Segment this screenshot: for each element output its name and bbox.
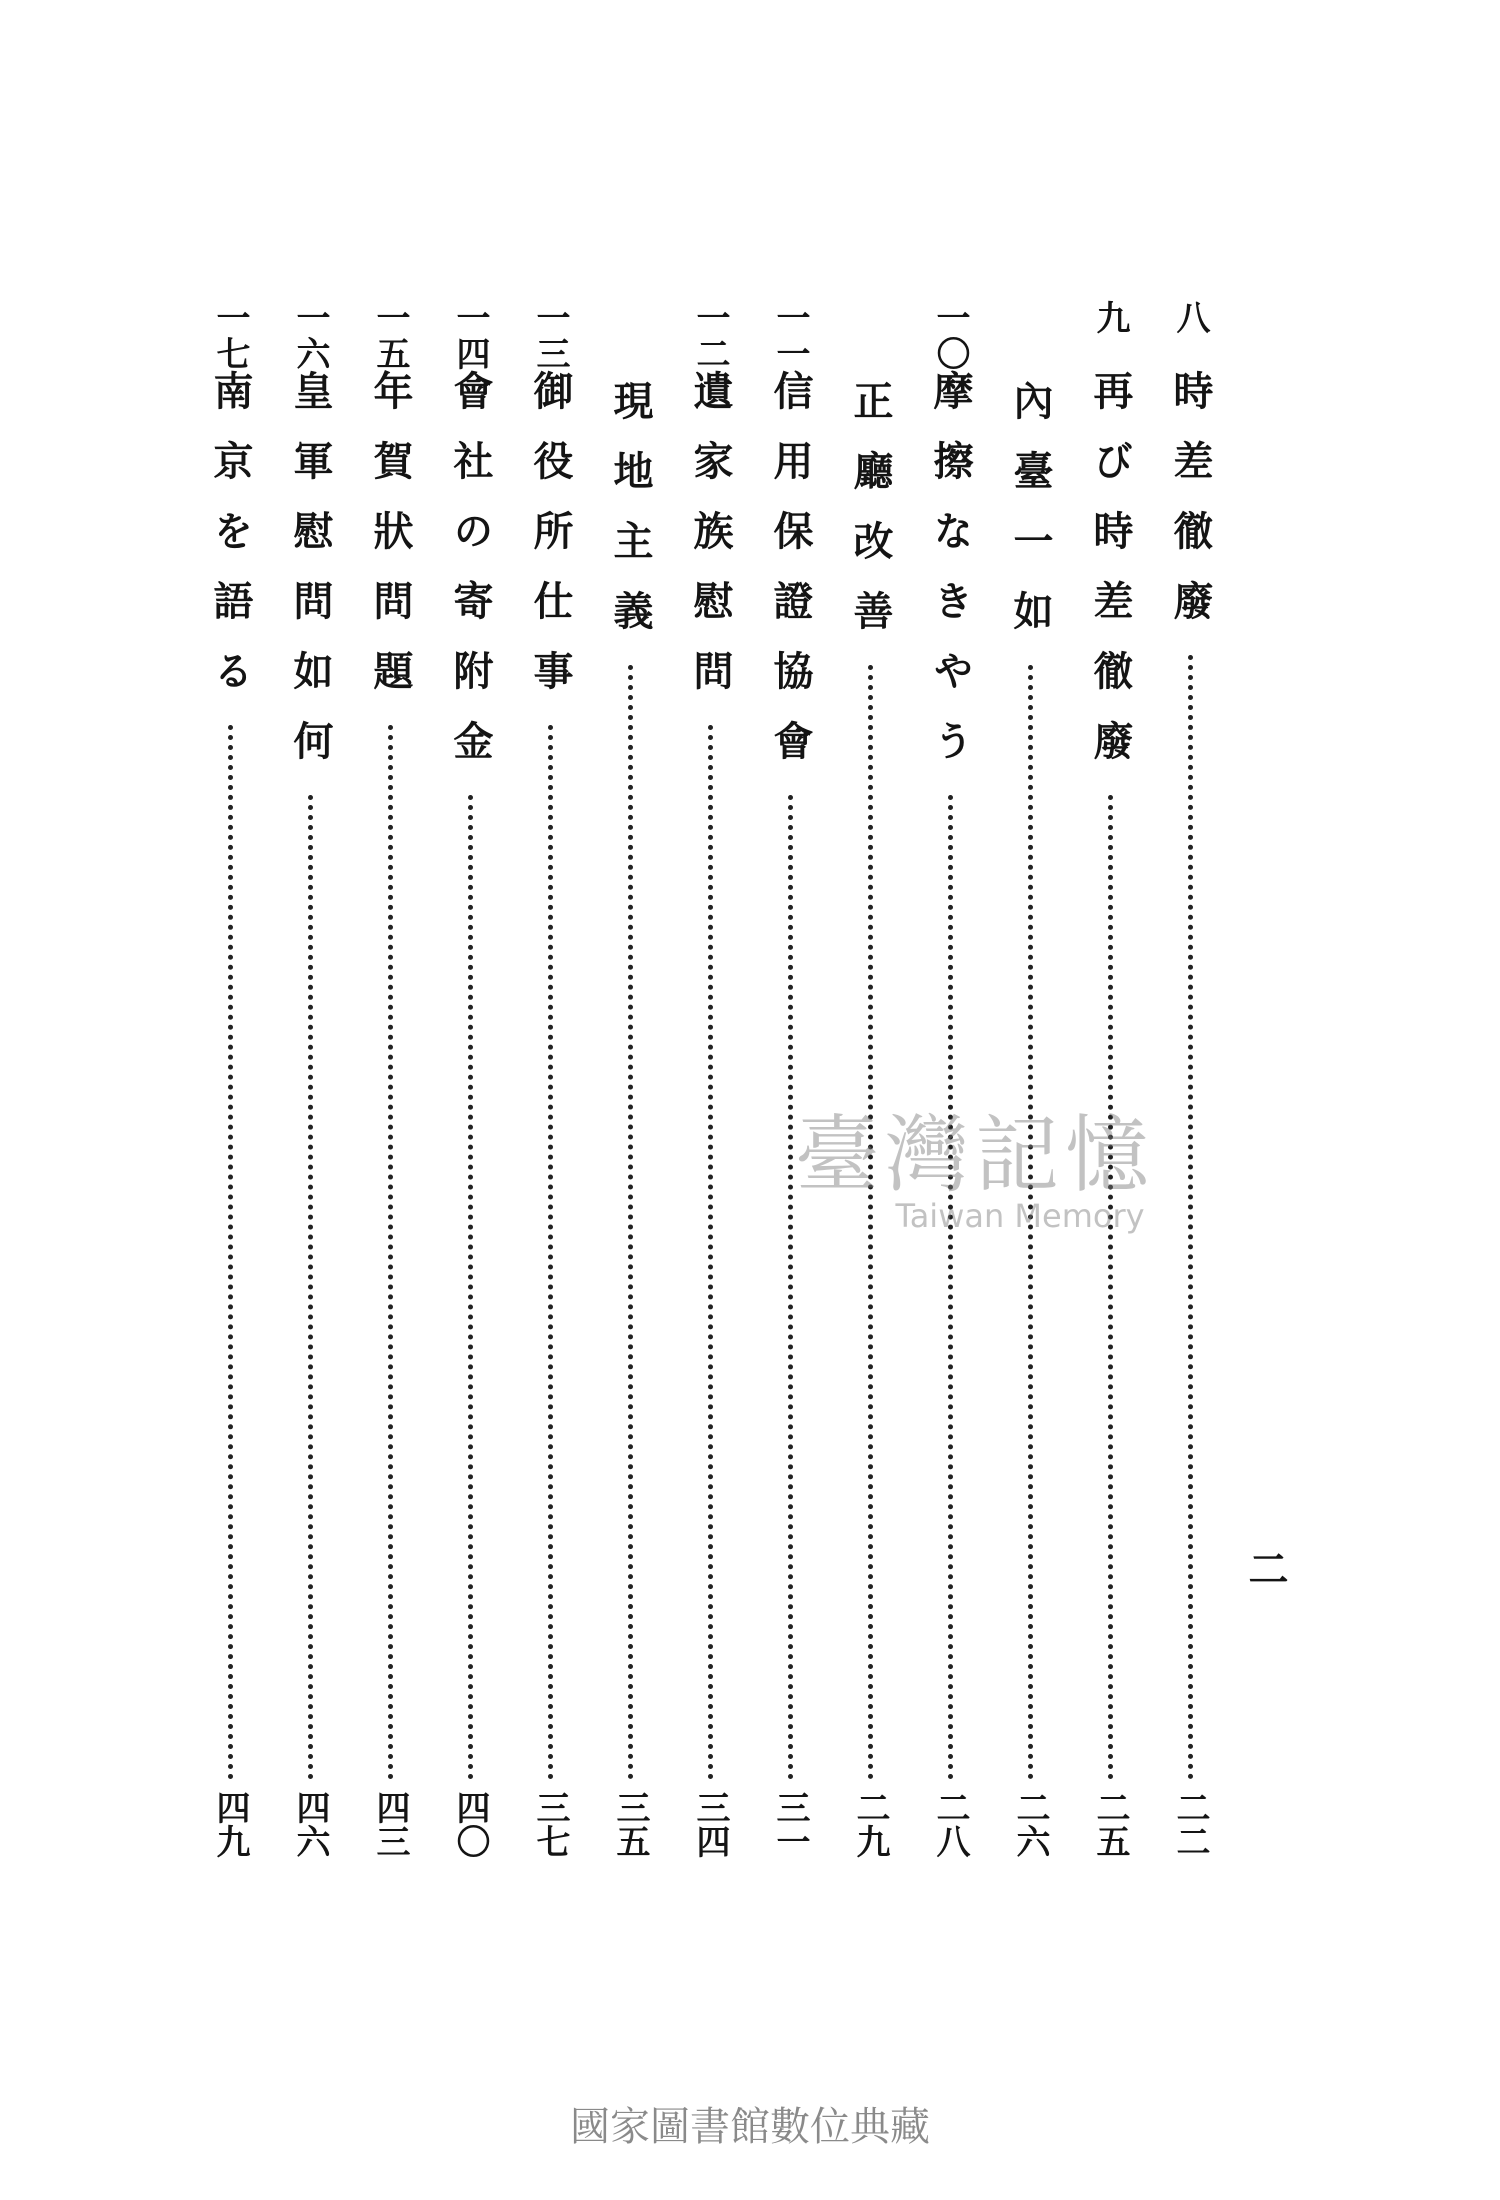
toc-dot-leader	[708, 725, 713, 1780]
toc-entry	[515, 300, 585, 1880]
toc-entry-number: 一七	[210, 300, 250, 372]
toc-entry-number: 一六	[290, 300, 330, 372]
toc-entry-title: 南京を語る	[207, 370, 254, 720]
toc-dot-leader	[788, 795, 793, 1780]
toc-entry-title: 皇軍慰問如何	[287, 370, 334, 790]
toc-entry-number: 八	[1170, 300, 1210, 336]
toc-entry-page: 二八	[930, 1790, 970, 1858]
toc-dot-leader	[628, 665, 633, 1780]
toc-entry-number: 一二	[690, 300, 730, 372]
toc-entry	[435, 300, 505, 1880]
toc-entry-number: 九	[1090, 300, 1130, 336]
toc-entry	[835, 300, 905, 1880]
toc-entry-page: 四三	[370, 1790, 410, 1858]
toc-dot-leader	[228, 725, 233, 1780]
toc-entry-page: 二二	[1170, 1790, 1210, 1858]
watermark-english: Taiwan Memory	[895, 1197, 1145, 1235]
toc-dot-leader	[308, 795, 313, 1780]
toc-entry-title: 會社の寄附金	[447, 370, 494, 790]
toc-entry-page: 三七	[530, 1790, 570, 1858]
toc-entry-page: 四〇	[450, 1790, 490, 1858]
toc-dot-leader	[948, 795, 953, 1780]
toc-dot-leader	[1108, 795, 1113, 1780]
toc-entry-number: 一五	[370, 300, 410, 372]
watermark	[745, 1105, 1205, 1235]
toc-entry-number: 一四	[450, 300, 490, 372]
toc-entry-title: 時差徹廢	[1167, 370, 1214, 650]
toc-entry-page: 四六	[290, 1790, 330, 1858]
toc-entry	[275, 300, 345, 1880]
toc-dot-leader	[548, 725, 553, 1780]
toc-entry-page: 二九	[850, 1790, 890, 1858]
toc-entry	[195, 300, 265, 1880]
toc-entry-title: 正廳改善	[847, 380, 894, 660]
toc-entry	[675, 300, 745, 1880]
toc-entry-title: 御役所仕事	[527, 370, 574, 720]
toc-entry-title: 摩擦なきやう	[927, 370, 974, 790]
page-folio: 二	[1242, 1548, 1289, 1588]
toc-entry	[355, 300, 425, 1880]
toc-entry	[595, 300, 665, 1880]
toc-entry	[1155, 300, 1225, 1880]
toc-entry-page: 二六	[1010, 1790, 1050, 1858]
toc-entry-title: 遺家族慰問	[687, 370, 734, 720]
toc-entry-title: 年賀狀問題	[367, 370, 414, 720]
toc-entry	[755, 300, 825, 1880]
toc-entry-page: 三五	[610, 1790, 650, 1858]
toc-entry-number: 一三	[530, 300, 570, 372]
toc-entry-number: 一一	[770, 300, 810, 372]
toc-entry-page: 二五	[1090, 1790, 1130, 1858]
toc-entry-title: 信用保證協會	[767, 370, 814, 790]
toc-entry-title: 內臺一如	[1007, 380, 1054, 660]
toc-dot-leader	[388, 725, 393, 1780]
toc-entry-title: 現地主義	[607, 380, 654, 660]
toc-dot-leader	[468, 795, 473, 1780]
toc-entry	[915, 300, 985, 1880]
toc-entry-number: 一〇	[930, 300, 970, 372]
toc-entry	[1075, 300, 1145, 1880]
toc-entry-page: 三一	[770, 1790, 810, 1858]
toc-entry	[995, 300, 1065, 1880]
toc-entry-title: 再び時差徹廢	[1087, 370, 1134, 790]
toc-entry-page: 三四	[690, 1790, 730, 1858]
watermark-chinese: 臺灣記憶	[794, 1106, 1155, 1204]
toc-entry-page: 四九	[210, 1790, 250, 1858]
footer-credit: 國家圖書館數位典藏	[570, 2104, 930, 2150]
